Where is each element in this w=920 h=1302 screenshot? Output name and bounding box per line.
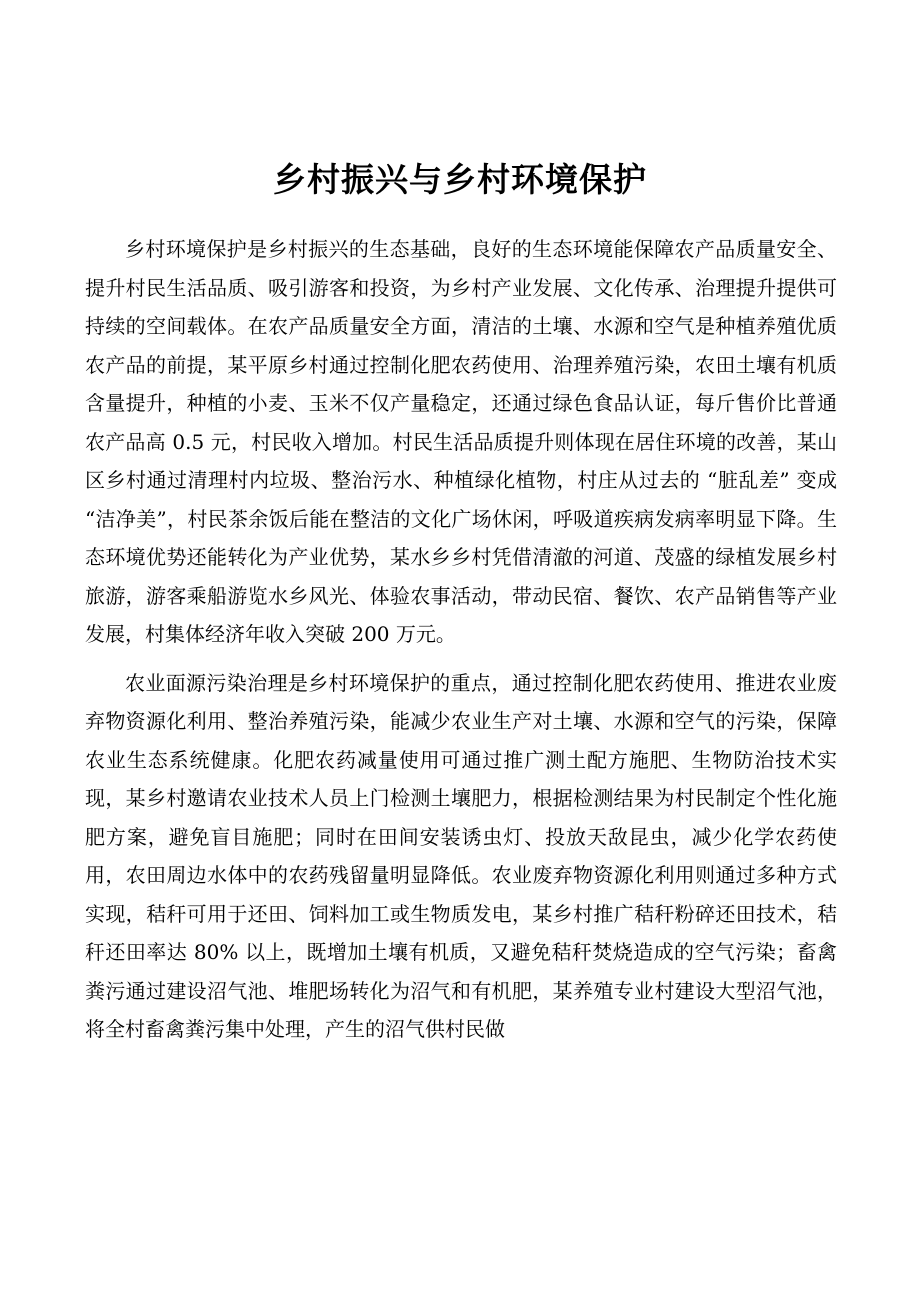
paragraph-1: 乡村环境保护是乡村振兴的生态基础，良好的生态环境能保障农产品质量安全、提升村民生活品质、吸引游客和投资，为乡村产业发展、文化传承、治理提升提供可持续的空间载体。在农产品质量安全方面，清洁的土壤、水源和空气是种植养殖优质农产品的前提，某平原乡村通过控制化肥农药使用、治理养殖污染，农田土壤有机质含量提升，种植的小麦、玉米不仅产量稳定，还通过绿色食品认证，每斤售价比普通农产品高 0.5 元，村民收入增加。村民生活品质提升则体现在居住环境的改善，某山区乡村通过清理村内垃圾、整治污水、种植绿化植物，村庄从过去的 “脏乱差” 变成 “洁净美”，村民茶余饭后能在整洁的文化广场休闲，呼吸道疾病发病率明显下降。生态环境优势还能转化为产业优势，某水乡乡村凭借清澈的河道、茂盛的绿植发展乡村旅游，游客乘船游览水乡风光、体验农事活动，带动民宿、餐饮、农产品销售等产业发展，村集体经济年收入突破 200 万元。 [85,237,837,646]
document-body [85,230,837,1059]
paragraph-2: 农业面源污染治理是乡村环境保护的重点，通过控制化肥农药使用、推进农业废弃物资源化利用、整治养殖污染，能减少农业生产对土壤、水源和空气的污染，保障农业生态系统健康。化肥农药减量使用可通过推广测土配方施肥、生物防治技术实现，某乡村邀请农业技术人员上门检测土壤肥力，根据检测结果为村民制定个性化施肥方案，避免盲目施肥；同时在田间安装诱虫灯、投放天敌昆虫，减少化学农药使用，农田周边水体中的农药残留量明显降低。农业废弃物资源化利用则通过多种方式实现，秸秆可用于还田、饲料加工或生物质发电，某乡村推广秸秆粉碎还田技术，秸秆还田率达 80% 以上，既增加土壤有机质，又避免秸秆焚烧造成的空气污染；畜禽粪污通过建设沼气池、堆肥场转化为沼气和有机肥，某养殖专业村建设大型沼气池，将全村畜禽粪污集中处理，产生的沼气供村民做 [85,670,837,1041]
document-title: 乡村振兴与乡村环境保护 [273,160,647,199]
